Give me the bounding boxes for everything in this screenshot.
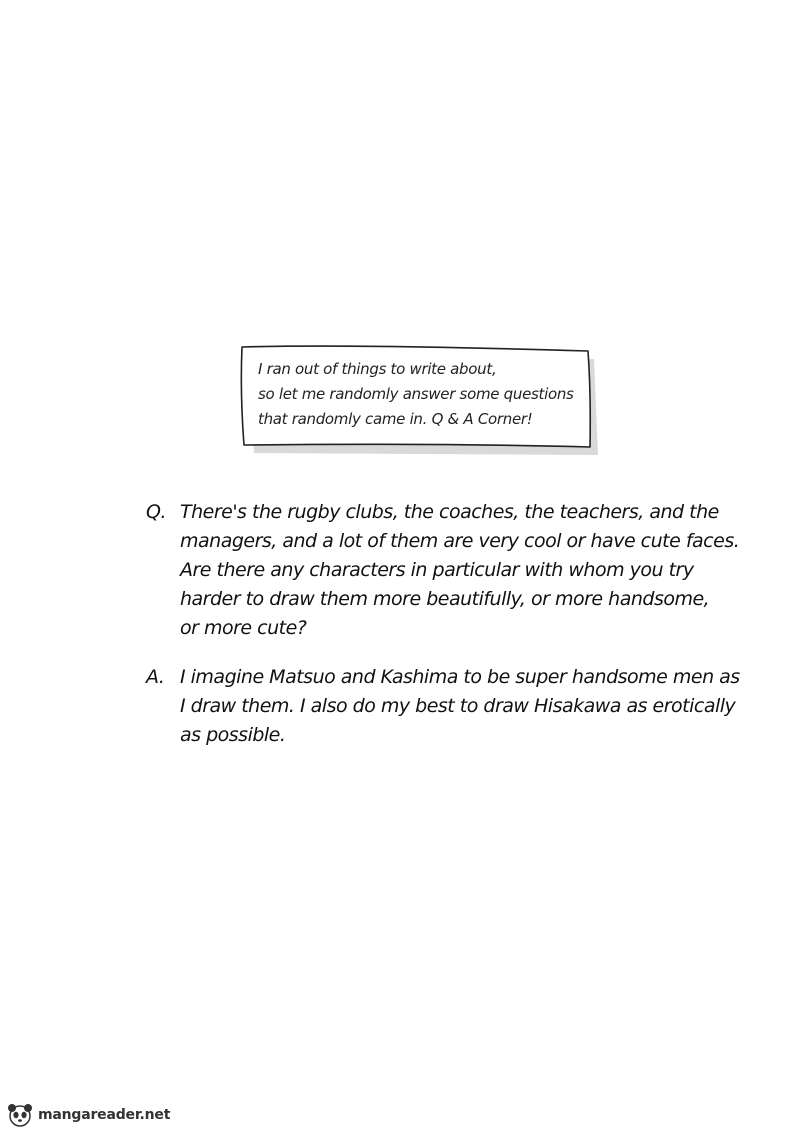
answer-text xyxy=(180,663,740,750)
note-line-3: that randomly came in. Q & A Corner! xyxy=(258,410,533,428)
answer-marker: A. xyxy=(146,666,165,688)
question-line-2: managers, and a lot of them are very cool or have cute faces. xyxy=(180,530,740,552)
intro-note-box xyxy=(238,343,600,457)
question-line-4: harder to draw them more beautifully, or more handsome, xyxy=(180,588,710,610)
site-watermark xyxy=(6,1101,170,1129)
question-text xyxy=(180,498,740,643)
answer-line-1: I imagine Matsuo and Kashima to be super handsome men as xyxy=(180,666,740,688)
note-line-2: so let me randomly answer some questions xyxy=(258,385,574,403)
note-line-1: I ran out of things to write about, xyxy=(258,360,497,378)
panda-logo-icon xyxy=(6,1101,34,1129)
question-marker: Q. xyxy=(146,501,166,523)
note-text xyxy=(258,357,588,432)
question-line-3: Are there any characters in particular with whom you try xyxy=(180,559,694,581)
answer-line-2: I draw them. I also do my best to draw Hisakawa as erotically xyxy=(180,695,736,717)
question-line-1: There's the rugby clubs, the coaches, the teachers, and the xyxy=(180,501,719,523)
question-line-5: or more cute? xyxy=(180,617,307,639)
watermark-text: mangareader.net xyxy=(38,1107,171,1123)
answer-line-3: as possible. xyxy=(180,724,286,746)
